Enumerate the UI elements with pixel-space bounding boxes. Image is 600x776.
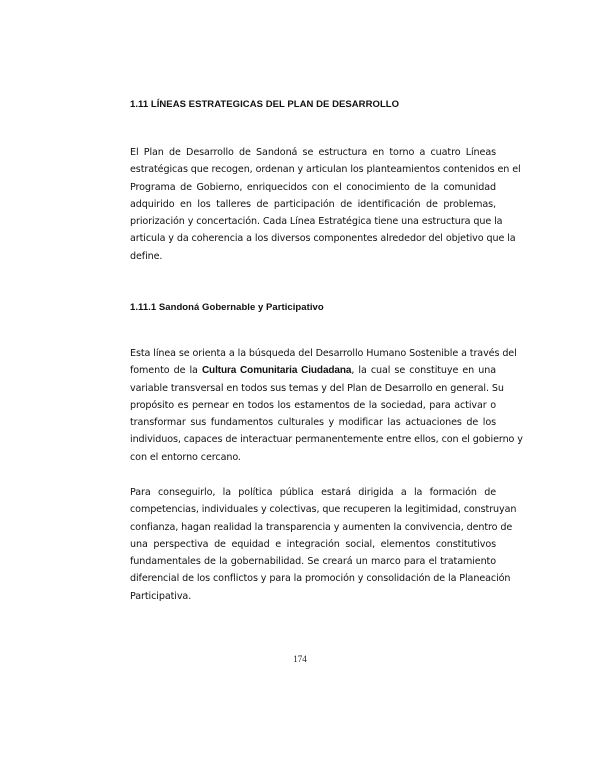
text-run: , la cual se constituye en una	[351, 365, 496, 377]
paragraph-line: Esta línea se orienta a la búsqueda del Desarrollo Humano Sostenible a través del	[130, 348, 517, 359]
subsection-paragraph-2	[130, 484, 517, 605]
subsection-paragraph-1	[130, 345, 523, 466]
paragraph-line: estratégicas que recogen, ordenan y articulan los planteamientos contenidos en el	[130, 164, 521, 176]
section-heading: 1.11 LÍNEAS ESTRATEGICAS DEL PLAN DE DESARROLLO	[130, 99, 400, 110]
paragraph-line: propósito es pernear en todos los estamentos de la sociedad, para activar o	[130, 399, 496, 411]
text-run: fomento de la	[130, 365, 202, 377]
paragraph-line: una perspectiva de equidad e integración social, elementos constitutivos	[130, 538, 496, 550]
paragraph-line: diferencial de los conflictos y para la promoción y consolidación de la Planeación	[130, 573, 511, 585]
paragraph-line: competencias, individuales y colectivas, que recuperen la legitimidad, construyan	[130, 504, 517, 516]
paragraph-line: adquirido en los talleres de participación de identificación de problemas,	[130, 198, 496, 210]
paragraph-line: fundamentales de la gobernabilidad. Se creará un marco para el tratamiento	[130, 556, 496, 568]
paragraph-line: Participativa.	[130, 590, 192, 602]
paragraph-line: define.	[130, 250, 163, 262]
paragraph-line	[130, 362, 496, 379]
subsection-heading: 1.11.1 Sandoná Gobernable y Participativo	[130, 302, 324, 313]
page-number: 174	[293, 654, 307, 664]
paragraph-line: Para conseguirlo, la política pública estará dirigida a la formación de	[130, 487, 496, 498]
section-paragraph	[130, 144, 521, 265]
paragraph-line: Programa de Gobierno, enriquecidos con el conocimiento de la comunidad	[130, 181, 496, 193]
paragraph-line: El Plan de Desarrollo de Sandoná se estructura en torno a cuatro Líneas	[130, 147, 496, 158]
paragraph-line: articula y da coherencia a los diversos componentes alrededor del objetivo que la	[130, 233, 516, 245]
paragraph-line: individuos, capaces de interactuar permanentemente entre ellos, con el gobierno y	[130, 434, 523, 446]
paragraph-line: confianza, hagan realidad la transparencia y aumenten la convivencia, dentro de	[130, 521, 513, 533]
paragraph-line: con el entorno cercano.	[130, 451, 241, 463]
paragraph-line: priorización y concertación. Cada Línea Estratégica tiene una estructura que la	[130, 216, 503, 228]
paragraph-line: variable transversal en todos sus temas y del Plan de Desarrollo en general. Su	[130, 382, 504, 394]
emphasis-text: Cultura Comunitaria Ciudadana	[201, 365, 352, 377]
paragraph-line: transformar sus fundamentos culturales y modificar las actuaciones de los	[130, 417, 496, 429]
